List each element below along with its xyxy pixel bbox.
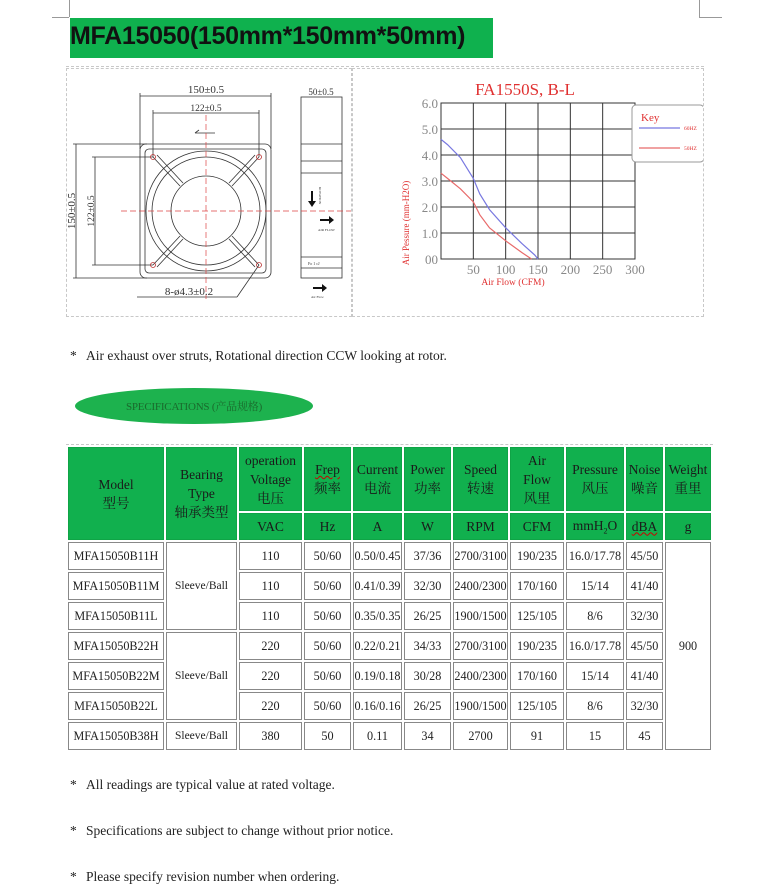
cell-power: 34: [404, 722, 451, 750]
header-noise: Noise 噪音: [626, 447, 663, 511]
cell-voltage: 110: [239, 572, 302, 600]
cell-current: 0.22/0.21: [353, 632, 402, 660]
cell-weight: 900: [665, 542, 711, 750]
note-airflow: [70, 348, 447, 364]
hole-spacing-h-dimension: 122±0.5: [190, 104, 222, 114]
chart-title: FA1550S, B-L: [475, 80, 575, 99]
note-change-text: Specifications are subject to change without prior notice.: [86, 823, 394, 838]
hole-spacing-v-dimension: 122±0.5: [87, 195, 97, 227]
cell-airflow: 125/105: [510, 602, 564, 630]
y-tick-label: 1.0: [421, 226, 438, 241]
legend-title: Key: [641, 112, 660, 124]
legend-label-60hz: 60HZ: [684, 126, 697, 132]
table-row: [68, 632, 711, 660]
unit-weight: g: [665, 513, 711, 540]
chart-ticks: [422, 96, 645, 277]
header-weight: Weight 重里: [665, 447, 711, 511]
cell-bearing-type: Sleeve/Ball: [166, 632, 237, 720]
front-height-dimension: 150±0.5: [67, 192, 78, 230]
cell-freq: 50/60: [304, 572, 351, 600]
hole-diameter-dimension: 8-ø4.3±0.2: [164, 286, 214, 298]
cell-current: 0.11: [353, 722, 402, 750]
x-tick-label: 200: [560, 262, 581, 277]
cell-current: 0.41/0.39: [353, 572, 402, 600]
crop-mark-top-left: [69, 0, 70, 17]
unit-current: A: [353, 513, 402, 540]
legend-label-50hz: 50HZ: [684, 146, 697, 152]
cell-airflow: 170/160: [510, 572, 564, 600]
cell-model: MFA15050B11L: [68, 602, 164, 630]
crop-mark-top-left-h: [52, 17, 69, 18]
cell-model: MFA15050B22M: [68, 662, 164, 690]
cell-power: 26/25: [404, 692, 451, 720]
cell-pressure: 16.0/17.78: [566, 632, 624, 660]
cell-voltage: 110: [239, 602, 302, 630]
units-row: [68, 513, 711, 540]
note-revision-text: Please specify revision number when ordering.: [86, 869, 340, 884]
spec-table: [66, 444, 713, 752]
cell-bearing-type: Sleeve/Ball: [166, 542, 237, 630]
header-pressure: Pressure 风压: [566, 447, 624, 511]
header-power: Power 功率: [404, 447, 451, 511]
side-airflow-label: AIR FLOW: [318, 228, 335, 232]
bullet: *: [70, 348, 77, 363]
cell-airflow: 190/235: [510, 542, 564, 570]
chart-grid: [441, 103, 635, 259]
x-tick-label: 150: [528, 262, 548, 277]
y-tick-label: 5.0: [421, 122, 438, 137]
divider: [66, 66, 704, 67]
cell-speed: 2400/2300: [453, 662, 508, 690]
series-line-50hz: [441, 173, 532, 259]
series-line-60hz: [441, 139, 538, 259]
y-tick-label: 6.0: [421, 96, 438, 111]
cell-power: 37/36: [404, 542, 451, 570]
unit-speed: RPM: [453, 513, 508, 540]
cell-voltage: 220: [239, 632, 302, 660]
header-bearing: Bearing Type 轴承类型: [166, 447, 237, 540]
cell-current: 0.35/0.35: [353, 602, 402, 630]
table-row: [68, 722, 711, 750]
note-readings-text: All readings are typical value at rated voltage.: [86, 777, 335, 792]
cell-airflow: 170/160: [510, 662, 564, 690]
cell-voltage: 220: [239, 692, 302, 720]
cell-noise: 41/40: [626, 662, 663, 690]
unit-freq: Hz: [304, 513, 351, 540]
crop-mark-top-right: [699, 0, 700, 17]
x-axis-label: Air Flow (CFM): [481, 278, 545, 288]
performance-chart: [352, 68, 704, 317]
cell-model: MFA15050B22L: [68, 692, 164, 720]
y-tick-label: 00: [425, 252, 438, 267]
table-row: [68, 662, 711, 690]
depth-dimension: 50±0.5: [308, 87, 334, 97]
cell-noise: 41/40: [626, 572, 663, 600]
note-revision: * Please specify revision number when ordering.: [70, 869, 340, 884]
cell-voltage: 380: [239, 722, 302, 750]
chart-series: [441, 139, 538, 259]
cell-freq: 50/60: [304, 662, 351, 690]
cell-speed: 1900/1500: [453, 692, 508, 720]
y-tick-label: 2.0: [421, 200, 438, 215]
crop-mark-top-right-h: [699, 17, 722, 18]
unit-airflow: CFM: [510, 513, 564, 540]
cell-pressure: 15: [566, 722, 624, 750]
rotation-label: ROTATION: [318, 187, 322, 205]
table-row: [68, 542, 711, 570]
header-airflow: Air Flow 风里: [510, 447, 564, 511]
cell-current: 0.19/0.18: [353, 662, 402, 690]
bottom-airflow-label: Air Flow: [311, 295, 324, 299]
x-tick-label: 100: [495, 262, 516, 277]
cell-freq: 50/60: [304, 692, 351, 720]
cell-freq: 50/60: [304, 602, 351, 630]
cell-model: MFA15050B22H: [68, 632, 164, 660]
cell-freq: 50/60: [304, 542, 351, 570]
cell-model: MFA15050B11H: [68, 542, 164, 570]
front-width-dimension: 150±0.5: [187, 84, 225, 96]
header-voltage: operation Voltage 电压: [239, 447, 302, 511]
label-plate: Fo 1 cJ: [308, 261, 320, 266]
note-readings: * All readings are typical value at rated voltage.: [70, 777, 335, 792]
cell-power: 34/33: [404, 632, 451, 660]
page-title: MFA15050(150mm*150mm*50mm): [70, 22, 466, 50]
page-title-banner: [70, 18, 493, 58]
table-row: [68, 692, 711, 720]
cell-speed: 2400/2300: [453, 572, 508, 600]
cell-airflow: 190/235: [510, 632, 564, 660]
cell-pressure: 8/6: [566, 692, 624, 720]
unit-voltage: VAC: [239, 513, 302, 540]
table-row: [68, 602, 711, 630]
x-tick-label: 300: [625, 262, 645, 277]
pq-curve-chart: [353, 69, 703, 316]
cell-airflow: 125/105: [510, 692, 564, 720]
chart-legend: [632, 105, 703, 162]
cell-current: 0.16/0.16: [353, 692, 402, 720]
cell-bearing-type: Sleeve/Ball: [166, 722, 237, 750]
note-change: * Specifications are subject to change without prior notice.: [70, 823, 394, 838]
header-speed: Speed 转速: [453, 447, 508, 511]
cell-speed: 2700: [453, 722, 508, 750]
y-tick-label: 3.0: [421, 174, 438, 189]
note-airflow-text: Air exhaust over struts, Rotational direction CCW looking at rotor.: [86, 348, 447, 363]
cell-pressure: 15/14: [566, 572, 624, 600]
unit-power: W: [404, 513, 451, 540]
cell-power: 30/28: [404, 662, 451, 690]
x-tick-label: 50: [466, 262, 480, 277]
cell-model: MFA15050B11M: [68, 572, 164, 600]
cell-noise: 32/30: [626, 692, 663, 720]
dimension-drawing: [66, 68, 352, 317]
cell-voltage: 220: [239, 662, 302, 690]
cell-pressure: 15/14: [566, 662, 624, 690]
cell-model: MFA15050B38H: [68, 722, 164, 750]
cell-speed: 2700/3100: [453, 632, 508, 660]
cell-freq: 50: [304, 722, 351, 750]
cell-power: 26/25: [404, 602, 451, 630]
cell-pressure: 16.0/17.78: [566, 542, 624, 570]
header-current: Current 电流: [353, 447, 402, 511]
header-freq: Frep 频率: [304, 447, 351, 511]
table-row: [68, 572, 711, 600]
x-tick-label: 250: [592, 262, 613, 277]
specifications-badge: [75, 388, 313, 424]
header-model: Model 型号: [68, 447, 164, 540]
fan-outline-drawing: [67, 69, 351, 316]
cell-noise: 32/30: [626, 602, 663, 630]
cell-current: 0.50/0.45: [353, 542, 402, 570]
cell-noise: 45: [626, 722, 663, 750]
header-row: [68, 447, 711, 511]
cell-power: 32/30: [404, 572, 451, 600]
unit-noise: dBA: [626, 513, 663, 540]
cell-noise: 45/50: [626, 542, 663, 570]
specifications-label: SPECIFICATIONS (产品规格): [125, 401, 263, 413]
cell-speed: 1900/1500: [453, 602, 508, 630]
cell-freq: 50/60: [304, 632, 351, 660]
unit-pressure: mmH$_2$O: [566, 513, 624, 540]
cell-pressure: 8/6: [566, 602, 624, 630]
y-axis-label: Air Pessure (mm-H2O): [401, 180, 411, 266]
y-tick-label: 4.0: [421, 148, 438, 163]
cell-voltage: 110: [239, 542, 302, 570]
cell-airflow: 91: [510, 722, 564, 750]
cell-noise: 45/50: [626, 632, 663, 660]
cell-speed: 2700/3100: [453, 542, 508, 570]
